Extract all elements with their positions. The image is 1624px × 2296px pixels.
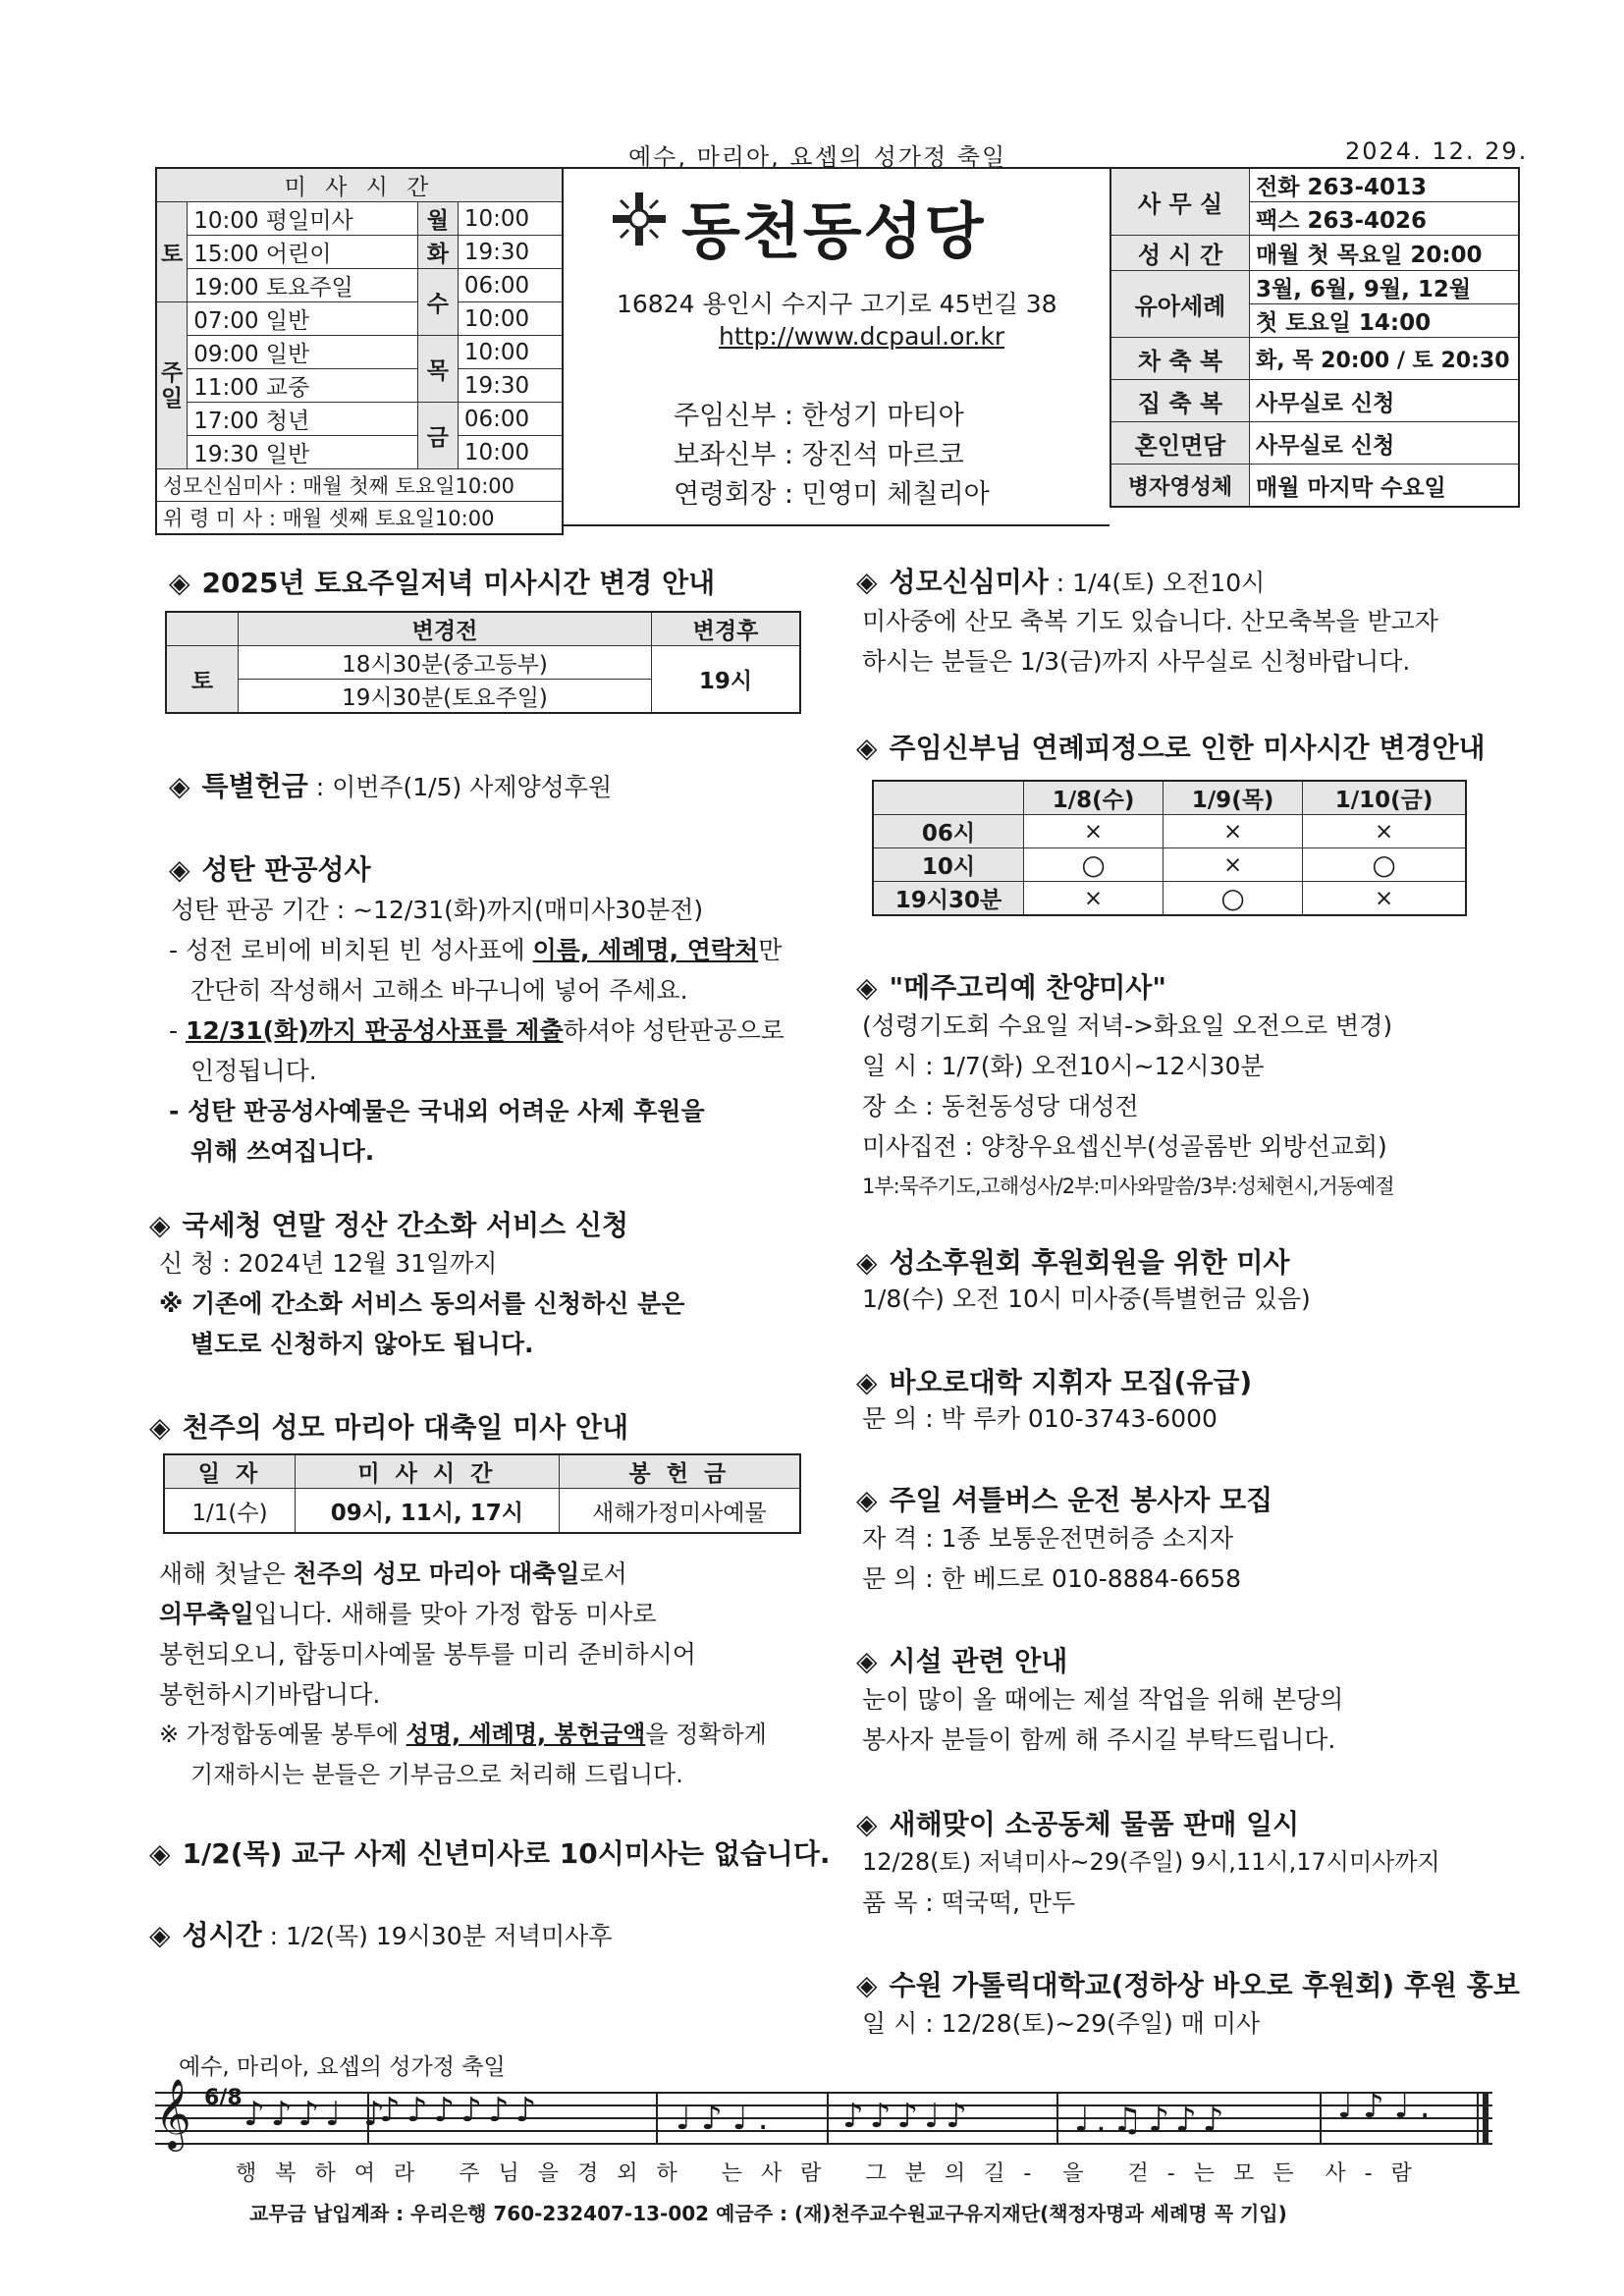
church-logo-icon [609,189,670,249]
thu-time-1: 10:00 [458,336,563,369]
section-title: 성시간 [182,1919,262,1951]
notes-measure: ♪♪♪♩ ♪ [244,2095,391,2134]
text-line: 품 목 : 떡국떡, 만두 [862,1888,1076,1917]
text-span: - 성전 로비에 비치된 빈 성사표에 [169,936,533,964]
text-line [159,1594,767,1634]
office-label: 사 무 실 [1110,168,1250,236]
section-text: : 1/2(목) 19시30분 저녁미사후 [261,1922,613,1950]
sick-communion-value: 매월 마지막 수요일 [1250,465,1520,508]
marian-mass-body [862,601,1438,682]
section-title: 새해맞이 소공동체 물품 판매 일시 [889,1808,1300,1840]
table-corner [166,612,239,646]
header-offering: 봉 헌 금 [559,1454,800,1489]
text-line: 봉헌되오니, 합동미사예물 봉투를 미리 준비하시어 [159,1640,696,1668]
section-marian-mass [856,562,1265,603]
section-title: 수원 가톨릭대학교(정하상 바오로 후원회) 후원 홍보 [889,1969,1520,2001]
diamond-icon: ◈ [856,732,878,764]
sun-mass-2: 09:00 일반 [188,336,418,369]
text-span: 성명, 세례명, 봉헌금액 [406,1721,646,1748]
feast-date: 1/1(수) [164,1489,296,1534]
medjugorje-body [862,1006,1394,1207]
section-title: 특별헌금 [201,770,308,802]
diamond-icon: ◈ [856,1366,878,1398]
music-title: 예수, 마리아, 요셉의 성가정 축일 [179,2054,506,2080]
text-span: - [169,1016,186,1045]
bar-line [1056,2092,1058,2143]
facility-body [862,1679,1343,1760]
text-line: 문 의 : 한 베드로 010-8884-6658 [862,1564,1242,1593]
text-line: 인정됩니다. [190,1057,317,1085]
day-thu: 목 [417,336,458,403]
car-blessing-value: 화, 목 20:00 / 토 20:30 [1250,338,1520,380]
section-title: "메주고리예 찬양미사" [889,971,1166,1004]
before-2: 19시30분(토요주일) [239,680,652,714]
baptism-value-2: 첫 토요일 14:00 [1250,304,1520,338]
section-shuttle [856,1479,1272,1518]
text-line: 눈이 많이 올 때에는 제설 작업을 위해 본당의 [862,1685,1344,1714]
table-corner [873,781,1024,815]
diamond-icon: ◈ [856,1645,878,1677]
feast-offering: 새해가정미사예물 [559,1489,800,1534]
music-staff [155,2077,1492,2151]
cell-mark: × [1303,815,1466,848]
section-text: : 1/4(토) 오전10시 [1048,569,1266,597]
diamond-icon: ◈ [856,566,878,598]
mass-times-title: 미 사 시 간 [156,168,563,202]
text-line: 일 시 : 12/28(토)~29(주일) 매 미사 [862,2009,1261,2038]
text-span: 12/31(화)까지 판공성사표를 제출 [185,1016,564,1045]
treble-clef-icon: 𝄞 [155,2077,191,2149]
bar-line [1477,2092,1479,2143]
text-line [169,1011,785,1051]
header-mass-time: 미 사 시 간 [296,1454,560,1489]
section-title: 국세청 연말 정산 간소화 서비스 신청 [182,1209,629,1241]
text-line: 12/28(토) 저녁미사~29(주일) 9시,11시,17시미사까지 [862,1848,1440,1876]
row-time: 19시30분 [873,882,1024,916]
header-jan9: 1/9(목) [1164,781,1303,815]
sick-communion-label: 병자영성체 [1110,465,1250,508]
text-span: 이름, 세례명, 연락처 [532,936,759,964]
section-choir [856,1361,1252,1400]
special-mass-2: 위 령 미 사 : 매월 셋째 토요일10:00 [156,502,563,535]
sat-mass-2: 15:00 어린이 [188,236,418,269]
staff-row: 주임신부 : 한성기 마티아 [674,401,964,431]
diamond-icon: ◈ [169,567,190,599]
house-blessing-label: 집 축 복 [1110,380,1250,422]
text-line: 장 소 : 동천동성당 대성전 [862,1092,1139,1121]
section-holy-hour [149,1915,612,1956]
text-line: 별도로 신청하지 않아도 됩니다. [190,1330,534,1358]
text-span: 의무축일 [159,1600,254,1628]
staff-name: 민영미 체칠리아 [801,479,990,510]
section-title: 2025년 토요주일저녁 미사시간 변경 안내 [201,567,716,599]
mass-times-table [155,167,564,535]
cell-mark: × [1024,882,1164,916]
diamond-icon: ◈ [856,1484,878,1516]
text-line [159,1715,767,1755]
header-date: 일 자 [164,1454,296,1489]
before-1: 18시30분(중고등부) [239,646,652,680]
section-no-mass [149,1832,831,1872]
footer-account: 교무금 납입계좌 : 우리은행 760-232407-13-002 예금주 : (재)천주교수원교구유지재단(책정자명과 세례명 꼭 기입) [249,2202,1287,2225]
music-lyrics: 행 복 하 여 라 주 님 을 경 외 하 는 사 람 그 분 의 길 - 을 걷 - 는 모 든 사 - 람 [236,2161,1418,2186]
section-title: 천주의 성모 마리아 대축일 미사 안내 [182,1411,629,1444]
wed-time-1: 06:00 [458,269,563,302]
sun-label: 주일 [156,302,188,469]
bulletin-date: 2024. 12. 29. [1345,137,1529,165]
diamond-icon: ◈ [149,1209,171,1241]
diamond-icon: ◈ [169,853,190,886]
section-title: 시설 관련 안내 [889,1645,1068,1677]
day-tue: 화 [417,236,458,269]
text-line: 자 격 : 1종 보통운전면허증 소지자 [862,1524,1234,1553]
text-line [169,930,785,970]
shuttle-body [862,1518,1241,1599]
diamond-icon: ◈ [856,1969,878,2001]
diamond-icon: ◈ [169,770,190,802]
section-title: 성소후원회 후원회원을 위한 미사 [889,1246,1290,1279]
mary-feast-table [163,1453,801,1534]
sale-body [862,1842,1440,1923]
diamond-icon: ◈ [856,1808,878,1840]
office-fax: 팩스 263-4026 [1250,202,1520,236]
text-span: 로서 [579,1559,627,1588]
section-facility [856,1640,1067,1679]
notes-measure: ♪♪♪♩♪ [842,2097,973,2136]
text-span: 하셔야 성탄판공으로 [563,1016,785,1045]
staff-role: 연령회장 [674,479,777,510]
text-line: 문 의 : 박 루카 010-3743-6000 [862,1404,1218,1433]
text-line: 미사집전 : 양창우요셉신부(성골롬반 외방선교회) [862,1132,1387,1161]
text-line: (성령기도회 수요일 저녁->화요일 오전으로 변경) [862,1011,1393,1040]
retreat-table [872,780,1467,916]
section-saturday-change [169,562,715,601]
section-special-offering [169,766,612,807]
office-phone: 전화 263-4013 [1250,168,1520,202]
section-title: 1/2(목) 교구 사제 신년미사로 10시미사는 없습니다. [182,1837,831,1870]
baptism-value-1: 3월, 6월, 9월, 12월 [1250,271,1520,304]
section-text: : 이번주(1/5) 사제양성후원 [307,773,613,801]
text-span: 천주의 성모 마리아 대축일 [293,1559,580,1588]
text-line: 미사중에 산모 축복 기도 있습니다. 산모축복을 받고자 [862,607,1438,635]
notes-measure: ♩.♫♪♪♪ [1074,2101,1230,2140]
cell-mark: × [1024,815,1164,848]
wed-time-2: 10:00 [458,302,563,336]
church-header [564,167,1110,526]
staff-row: 보좌신부 : 장진석 마르코 [674,440,964,470]
bar-line [827,2092,829,2143]
cell-mark: × [1303,882,1466,916]
section-university [856,1964,1520,2003]
notes-measure: ♪♪♪♪♪♪ [379,2091,543,2130]
section-retreat [856,727,1486,766]
text-line: 위해 쓰여집니다. [190,1137,375,1166]
section-vocation [856,1241,1289,1281]
cell-mark: ○ [1164,882,1303,916]
text-span: ※ 가정합동예물 봉투에 [159,1721,406,1748]
text-line: 일 시 : 1/7(화) 오전10시~12시30분 [862,1052,1265,1080]
text-line: 성탄 판공 기간 : ~12/31(화)까지(매미사30분전) [171,896,704,924]
row-day: 토 [166,646,239,714]
sun-mass-4: 17:00 청년 [188,403,418,436]
header-before: 변경전 [239,612,652,646]
cell-mark: ○ [1024,848,1164,882]
text-line: 하시는 분들은 1/3(금)까지 사무실로 신청바랍니다. [862,647,1411,676]
staff-row: 연령회장 : 민영미 체칠리아 [674,479,990,510]
sun-mass-3: 11:00 교중 [188,369,418,403]
notes-measure: ♩♪♩. [1337,2087,1440,2126]
section-title: 주임신부님 연례피정으로 인한 미사시간 변경안내 [889,732,1486,764]
row-time: 06시 [873,815,1024,848]
marriage-value: 사무실로 신청 [1250,422,1520,465]
diamond-icon: ◈ [149,1837,171,1870]
staff-list [674,397,990,515]
text-line: 기재하시는 분들은 기부금으로 처리해 드립니다. [190,1761,683,1788]
text-line: 봉헌하시기바랍니다. [159,1680,381,1709]
fri-time-2: 10:00 [458,436,563,469]
header-jan10: 1/10(금) [1303,781,1466,815]
text-span: 을 정확하게 [645,1721,767,1748]
sat-mass-1: 10:00 평일미사 [188,202,418,236]
section-title: 주일 셔틀버스 운전 봉사자 모집 [889,1484,1273,1516]
cell-mark: × [1164,815,1303,848]
text-span: 만 [758,936,783,964]
special-mass-1: 성모신심미사 : 매월 첫째 토요일10:00 [156,469,563,502]
header-after: 변경후 [652,612,800,646]
holy-hour-label: 성 시 간 [1110,236,1250,271]
text-line: 봉사자 분들이 함께 해 주시길 부탁드립니다. [862,1725,1336,1754]
text-line: ※ 기존에 간소화 서비스 동의서를 신청하신 분은 [159,1289,685,1318]
saturday-change-table [165,611,801,714]
staff-role: 보좌신부 [674,440,777,470]
thu-time-2: 19:30 [458,369,563,403]
day-fri: 금 [417,403,458,469]
church-website[interactable]: http://www.dcpaul.or.kr [719,322,1005,351]
section-sale [856,1803,1299,1842]
feast-times: 09시, 11시, 17시 [296,1489,560,1534]
diamond-icon: ◈ [149,1919,171,1951]
feast-title: 예수, 마리아, 요셉의 성가정 축일 [628,143,1007,171]
text-line: 신 청 : 2024년 12월 31일까지 [159,1249,498,1278]
text-span: 입니다. 새해를 맞아 가정 합동 미사로 [253,1600,657,1628]
tue-time: 19:30 [458,236,563,269]
diamond-icon: ◈ [856,971,878,1004]
bar-line [656,2092,658,2143]
mary-feast-body [159,1554,767,1795]
text-line: 간단히 작성해서 고해소 바구니에 넣어 주세요. [190,976,688,1005]
text-line [159,1554,767,1594]
cell-mark: ○ [1303,848,1466,882]
fri-time-1: 06:00 [458,403,563,436]
section-medjugorje [856,966,1166,1006]
mon-time: 10:00 [458,202,563,236]
section-title: 성모신심미사 [889,566,1049,598]
sun-mass-5: 19:30 일반 [188,436,418,469]
section-confession [169,848,371,888]
day-mon: 월 [417,202,458,236]
marriage-label: 혼인면담 [1110,422,1250,465]
diamond-icon: ◈ [856,1246,878,1279]
notes-measure: ♩♪♩. [676,2099,779,2138]
baptism-label: 유아세례 [1110,271,1250,338]
bar-line [1320,2092,1322,2143]
holy-hour-value: 매월 첫 목요일 20:00 [1250,236,1520,271]
tax-body [159,1243,684,1364]
office-info-table [1110,167,1520,508]
section-mary-feast [149,1406,628,1446]
time-signature: 6/8 [204,2086,243,2110]
text-span: 새해 첫날은 [159,1559,294,1588]
row-time: 10시 [873,848,1024,882]
confession-body [169,890,785,1172]
section-title: 성탄 판공성사 [201,853,371,886]
day-wed: 수 [417,269,458,336]
staff-role: 주임신부 [674,401,777,431]
staff-name: 한성기 마티아 [801,401,964,431]
sat-mass-3: 19:00 토요주일 [188,269,418,302]
church-address: 16824 용인시 수지구 고기로 45번길 38 [617,290,1057,318]
sat-label: 토 [156,202,188,302]
car-blessing-label: 차 축 복 [1110,338,1250,380]
text-line: 1/8(수) 오전 10시 미사중(특별헌금 있음) [862,1285,1311,1313]
final-bar-line [1483,2092,1489,2143]
cell-mark: × [1164,848,1303,882]
diamond-icon: ◈ [149,1411,171,1444]
text-line: 1부:묵주기도,고해성사/2부:미사와말씀/3부:성체현시,거동예절 [862,1175,1394,1198]
text-line: - 성탄 판공성사예물은 국내외 어려운 사제 후원을 [169,1097,705,1125]
after-time: 19시 [652,646,800,714]
church-name: 동천동성당 [681,195,986,267]
house-blessing-value: 사무실로 신청 [1250,380,1520,422]
header-jan8: 1/8(수) [1024,781,1164,815]
sun-mass-1: 07:00 일반 [188,302,418,336]
section-tax [149,1204,628,1243]
section-title: 바오로대학 지휘자 모집(유급) [889,1366,1253,1398]
staff-name: 장진석 마르코 [801,440,964,470]
